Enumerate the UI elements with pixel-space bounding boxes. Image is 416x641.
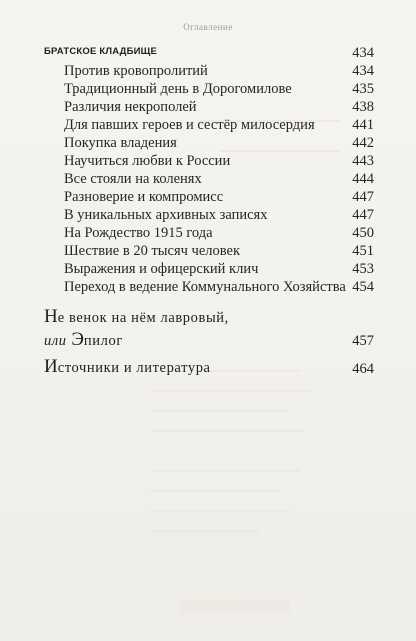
chapter-title-initial: Н (44, 306, 58, 327)
toc-entry[interactable] (64, 116, 374, 134)
bleed-through-mark (180, 600, 290, 614)
toc-entry-title: В уникальных архивных записях (64, 207, 268, 223)
toc-entry[interactable] (64, 152, 374, 170)
chapter-title-initial: И (44, 356, 58, 377)
toc-entry-page: 454 (352, 279, 374, 295)
toc-entry[interactable] (64, 206, 374, 224)
toc-entry-page: 434 (352, 63, 374, 79)
bleed-through-mark (150, 530, 260, 532)
toc-chapter-page: 464 (352, 361, 374, 377)
toc-entry-title: Шествие в 20 тысяч человек (64, 243, 241, 259)
toc-entry[interactable] (64, 98, 374, 116)
toc-chapter-sources[interactable] (44, 356, 374, 379)
toc-entry-title: Против кровопролитий (64, 63, 208, 79)
running-head: Оглавление (183, 22, 233, 32)
toc-entry-page: 447 (352, 207, 374, 223)
bleed-through-mark (150, 390, 310, 392)
toc-entry[interactable] (64, 224, 374, 242)
bleed-through-mark (150, 410, 290, 412)
chapter-title-text: сточники и литература (57, 360, 211, 376)
toc-entry[interactable] (64, 80, 374, 98)
toc-chapter-epilogue[interactable] (44, 306, 374, 352)
toc-entry-page: 447 (352, 189, 374, 205)
toc-entry-title: Различия некрополей (64, 99, 197, 115)
toc-entry[interactable] (64, 188, 374, 206)
section-title: БРАТСКОЕ КЛАДБИЩЕ (44, 46, 158, 57)
chapter-title-line-1 (44, 306, 374, 329)
toc-entry[interactable] (64, 170, 374, 188)
toc-entry-title: На Рождество 1915 года (64, 225, 213, 241)
toc-entry-page: 441 (352, 117, 374, 133)
bleed-through-mark (150, 430, 305, 432)
toc-entry[interactable] (64, 260, 374, 278)
toc-entry[interactable] (64, 134, 374, 152)
toc-entry-page: 442 (352, 135, 374, 151)
chapter-title-line-2 (44, 329, 374, 352)
toc-entry[interactable] (64, 242, 374, 260)
chapter-title-text: пилог (83, 333, 123, 349)
toc-entry-title: Покупка владения (64, 135, 177, 151)
chapter-title-text: е венок на нём лавровый, (57, 310, 229, 326)
bleed-through-mark (150, 510, 290, 512)
toc-entry-page: 450 (352, 225, 374, 241)
toc-entry-page: 444 (352, 171, 374, 187)
chapter-title-italic: или (44, 333, 67, 349)
toc-entry[interactable] (64, 62, 374, 80)
toc-entry-title: Все стояли на коленях (64, 171, 202, 187)
toc-entry-page: 451 (352, 243, 374, 259)
toc-entry[interactable] (64, 278, 374, 296)
toc-entry-page: 438 (352, 99, 374, 115)
toc-entry-page: 443 (352, 153, 374, 169)
toc-entry-title: Переход в ведение Коммунального Хозяйства (64, 279, 346, 295)
section-page-number: 434 (352, 45, 374, 61)
toc-chapter-page: 457 (352, 333, 374, 349)
chapter-title-line-1 (44, 356, 374, 379)
bleed-through-mark (150, 490, 280, 492)
bleed-through-mark (150, 470, 300, 472)
toc-entry-page: 435 (352, 81, 374, 97)
toc-entry-title: Выражения и офицерский клич (64, 261, 259, 277)
toc-entry-title: Для павших героев и сестёр милосердия (64, 117, 315, 133)
toc-entry-page: 453 (352, 261, 374, 277)
chapter-title-initial: Э (66, 329, 84, 350)
toc-entry-title: Разноверие и компромисс (64, 189, 224, 205)
toc-entry-title: Традиционный день в Дорогомилове (64, 81, 292, 97)
toc-entry-title: Научиться любви к России (64, 153, 231, 169)
